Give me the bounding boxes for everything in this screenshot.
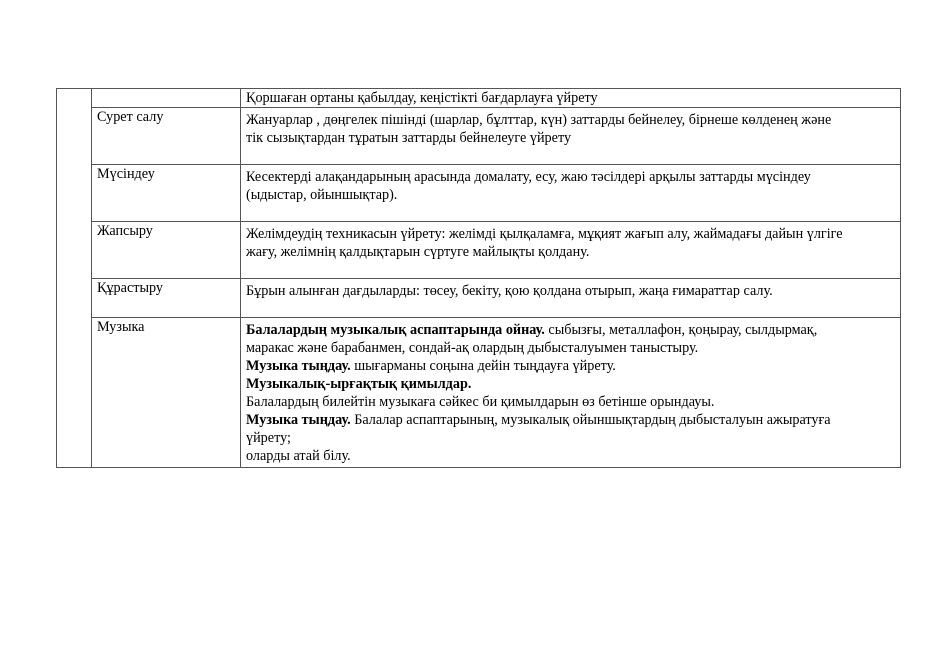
content-line [246, 357, 895, 375]
activity-text: Балалар аспаптарының, музыкалық ойыншықтардың дыбысталуын ажыратуға [350, 412, 831, 428]
content-line: Балалардың билейтін музыкаға сәйкес би қимылдарын өз бетінше орындауы. [246, 394, 715, 410]
content-cell [241, 108, 901, 165]
content-cell [241, 279, 901, 318]
content-line: тік сызықтардан тұратын заттарды бейнелеуге үйрету [246, 130, 572, 146]
content-cell [241, 318, 901, 468]
activity-heading: Музыка тыңдау. [246, 412, 351, 428]
content-cell [241, 222, 901, 279]
content-line: Қоршаған ортаны қабылдау, кеңістікті бағдарлауға үйрету [246, 90, 598, 106]
subject-cell: Жапсыру [92, 222, 241, 279]
subject-cell: Сурет салу [92, 108, 241, 165]
subject-cell: Музыка [92, 318, 241, 468]
content-line: Кесектерді алақандарының арасында домалату, есу, жаю тәсілдері арқылы заттарды мүсіндеу [246, 169, 811, 185]
content-line: маракас және барабанмен, сондай-ақ олардың дыбысталуымен таныстыру. [246, 340, 699, 356]
table-row [57, 165, 901, 222]
content-line [246, 321, 895, 339]
table-row [57, 279, 901, 318]
subject-cell [92, 89, 241, 108]
content-line [246, 411, 895, 429]
activity-text: шығарманы соңына дейін тыңдауға үйрету. [350, 358, 616, 374]
subject-cell: Мүсіндеу [92, 165, 241, 222]
activity-text: сыбызғы, металлафон, қоңырау, сылдырмақ, [544, 322, 818, 338]
table-row [57, 222, 901, 279]
content-line: Жануарлар , дөңгелек пішінді (шарлар, бұлттар, күн) заттарды бейнелеу, бірнеше көлденең және [246, 112, 832, 128]
subject-cell: Құрастыру [92, 279, 241, 318]
content-line: (ыдыстар, ойыншықтар). [246, 187, 398, 203]
table-row [57, 318, 901, 468]
table-row [57, 89, 901, 108]
content-line: оларды атай білу. [246, 448, 351, 464]
content-line: Бұрын алынған дағдыларды: төсеу, бекіту, қою қолдана отырып, жаңа ғимараттар салу. [246, 283, 773, 299]
activity-heading: Балалардың музыкалық аспаптарында ойнау. [246, 322, 545, 338]
content-line: Желімдеудің техникасын үйрету: желімді қылқаламға, мұқият жағып алу, жаймадағы дайын үлгіге [246, 226, 843, 242]
activity-heading: Музыкалық-ырғақтық қимылдар. [246, 376, 472, 392]
activity-heading: Музыка тыңдау. [246, 358, 351, 374]
table-row [57, 108, 901, 165]
curriculum-table [56, 88, 901, 468]
content-cell [241, 165, 901, 222]
empty-column-cell [57, 89, 92, 468]
content-cell [241, 89, 901, 108]
content-line: үйрету; [246, 430, 291, 446]
content-line: жағу, желімнің қалдықтарын сүртуге майлықты қолдану. [246, 244, 590, 260]
